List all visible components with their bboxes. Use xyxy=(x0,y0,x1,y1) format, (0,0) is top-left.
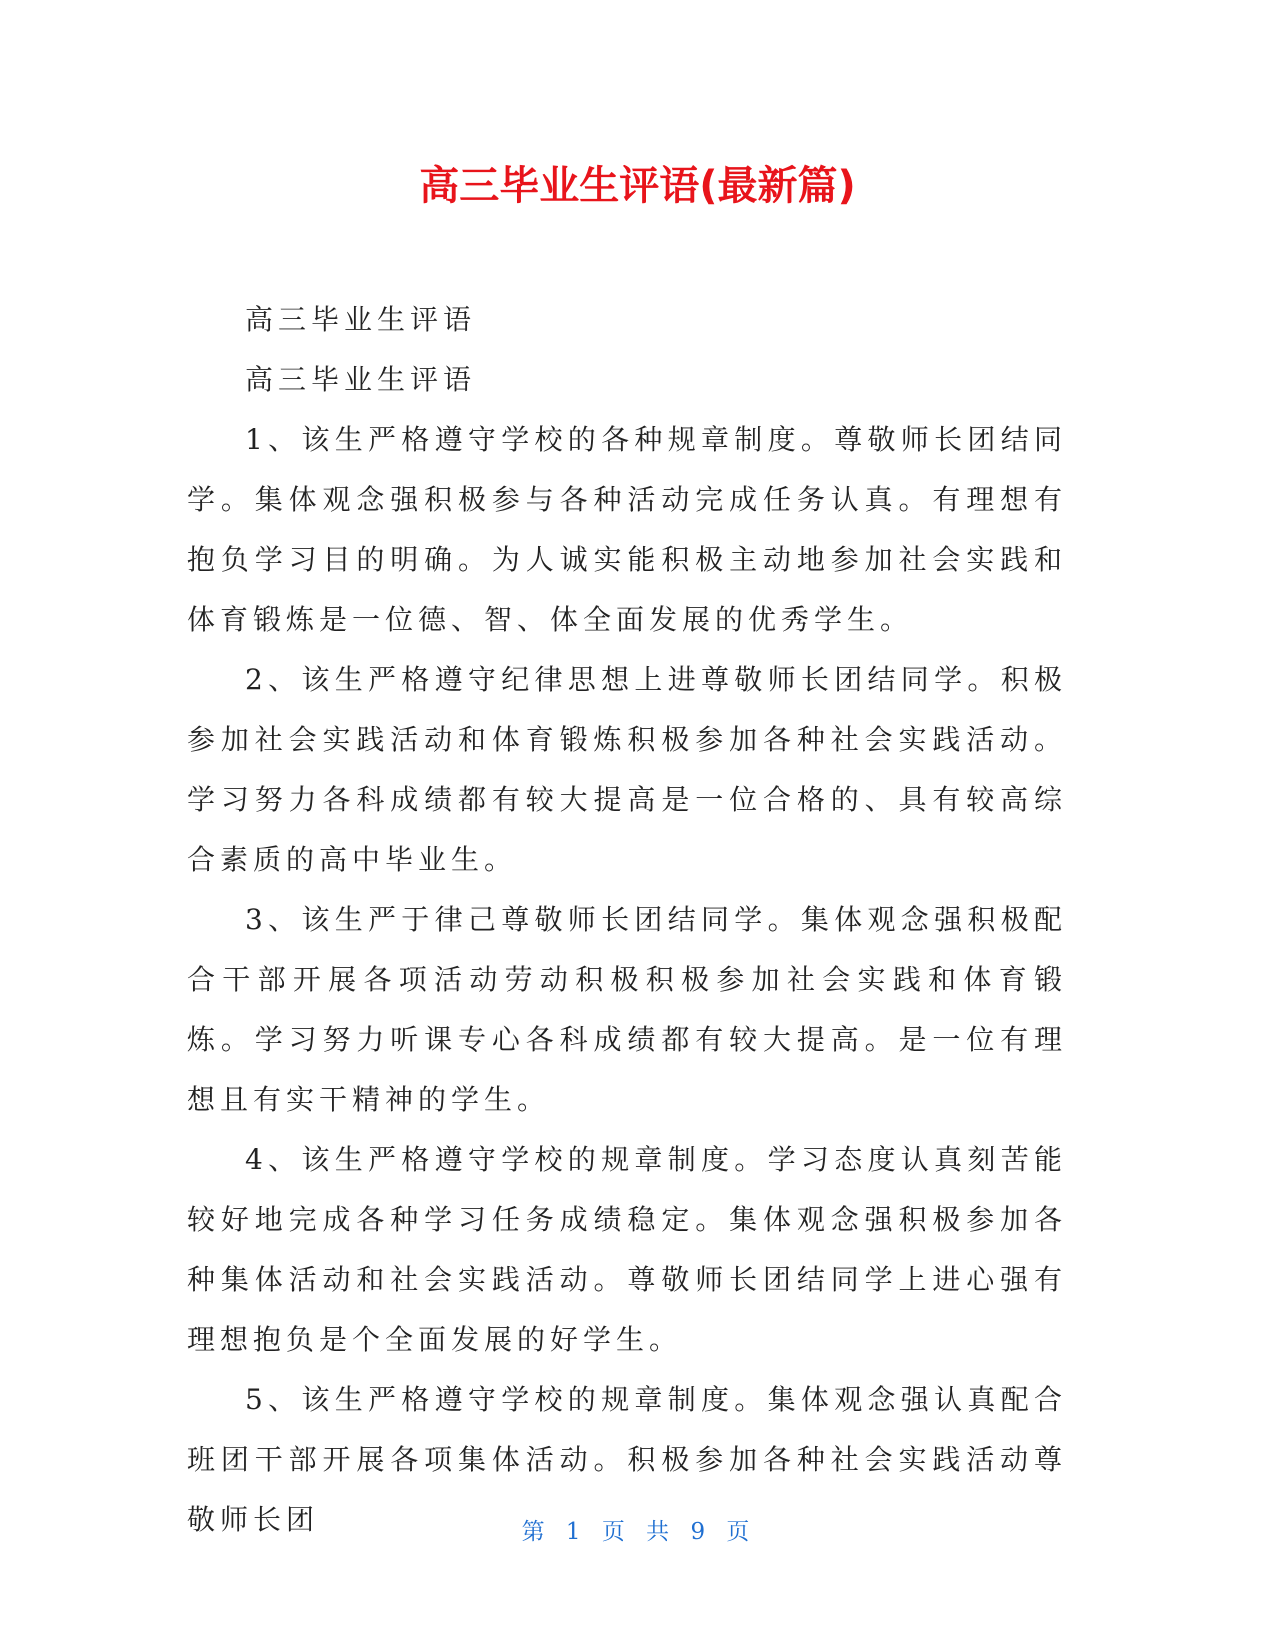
paragraph-heading-2: 高三毕业生评语 xyxy=(245,363,477,396)
page-number-footer: 第 1 页 共 9 页 xyxy=(521,1519,754,1545)
paragraph-comment-3: 3、该生严于律己尊敬师长团结同学。集体观念强积极配合干部开展各项活动劳动积极积极参加社会实践和体育锻炼。学习努力听课专心各科成绩都有较大提高。是一位有理想且有实干精神的学生。 xyxy=(187,903,1067,1116)
paragraph-heading-1: 高三毕业生评语 xyxy=(245,303,477,336)
document-title: 高三毕业生评语(最新篇) xyxy=(419,163,856,209)
paragraph-comment-5: 5、该生严格遵守学校的规章制度。集体观念强认真配合班团干部开展各项集体活动。积极参加各种社会实践活动尊敬师长团 xyxy=(187,1383,1067,1536)
paragraph-comment-1: 1、该生严格遵守学校的各种规章制度。尊敬师长团结同学。集体观念强积极参与各种活动完成任务认真。有理想有抱负学习目的明确。为人诚实能积极主动地参加社会实践和体育锻炼是一位德、智、体全面发展的优秀学生。 xyxy=(187,423,1067,636)
paragraph-comment-4: 4、该生严格遵守学校的规章制度。学习态度认真刻苦能较好地完成各种学习任务成绩稳定。集体观念强积极参加各种集体活动和社会实践活动。尊敬师长团结同学上进心强有理想抱负是个全面发展的好学生。 xyxy=(187,1143,1067,1356)
paragraph-comment-2: 2、该生严格遵守纪律思想上进尊敬师长团结同学。积极参加社会实践活动和体育锻炼积极参加各种社会实践活动。学习努力各科成绩都有较大提高是一位合格的、具有较高综合素质的高中毕业生。 xyxy=(187,663,1067,876)
document-body xyxy=(187,290,1067,1550)
